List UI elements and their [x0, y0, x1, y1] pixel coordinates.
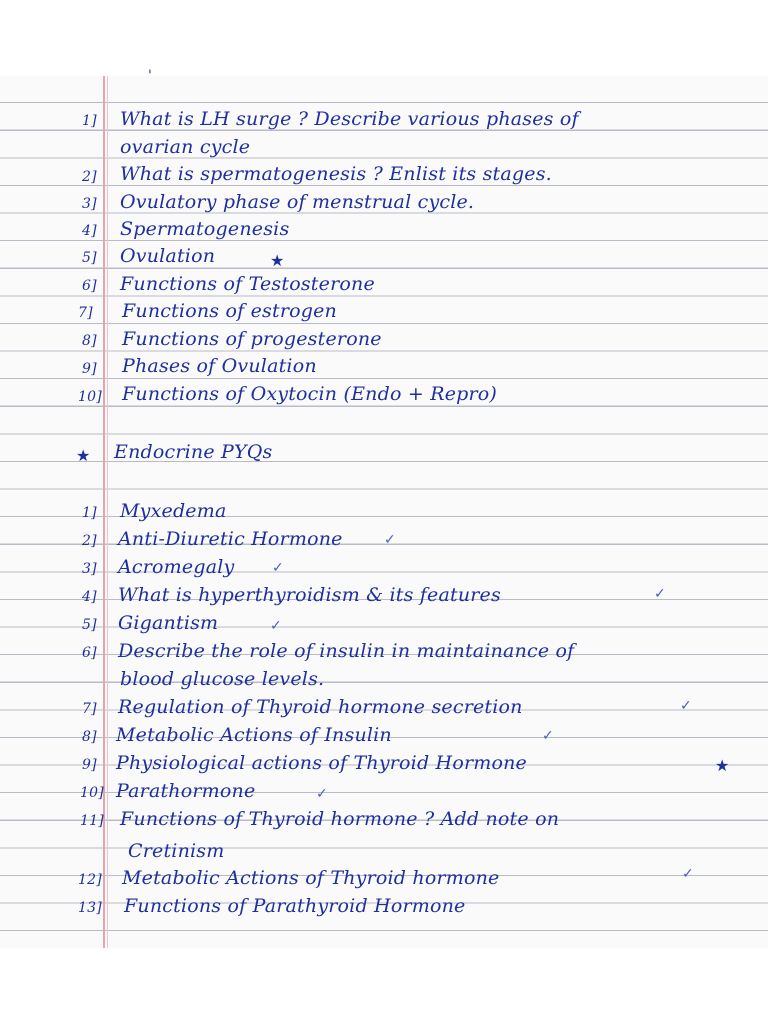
endo-item: Physiological actions of Thyroid Hormone: [116, 752, 527, 774]
repro-item: Functions of Testosterone: [120, 273, 375, 295]
section-heading: Endocrine PYQs: [114, 441, 273, 463]
repro-item: Ovulation: [120, 245, 216, 267]
repro-item: Functions of estrogen: [122, 300, 337, 322]
endo-item: Functions of Parathyroid Hormone: [124, 895, 466, 917]
check-mark: ✓: [542, 728, 554, 744]
endo-item: Functions of Thyroid hormone ? Add note on: [120, 808, 560, 830]
check-mark: ✓: [654, 586, 666, 602]
repro-number: 4]: [82, 223, 97, 239]
repro-number: 6]: [82, 278, 97, 294]
endo-number: 4]: [82, 589, 97, 605]
endo-number: 2]: [82, 533, 97, 549]
margin-line-inner: [107, 76, 108, 948]
top-margin: [0, 0, 768, 76]
check-mark: ✓: [270, 618, 282, 634]
bottom-margin: [0, 948, 768, 1024]
repro-number: 2]: [82, 169, 97, 185]
star-mark: ★: [715, 756, 730, 775]
check-mark: ✓: [316, 786, 328, 802]
repro-number: 10]: [78, 389, 102, 405]
endo-item-continued: Cretinism: [128, 840, 225, 862]
repro-item: Spermatogenesis: [120, 218, 290, 240]
endo-number: 10]: [80, 785, 104, 801]
repro-number: 1]: [82, 113, 97, 129]
endo-item: Acromegaly: [118, 556, 235, 578]
endo-item: Anti-Diuretic Hormone: [118, 528, 343, 550]
repro-item: Phases of Ovulation: [122, 355, 317, 377]
repro-number: 7]: [78, 305, 93, 321]
endo-number: 11]: [80, 813, 104, 829]
repro-number: 9]: [82, 361, 97, 377]
repro-item: Functions of progesterone: [122, 328, 382, 350]
check-mark: ✓: [680, 698, 692, 714]
repro-number: 5]: [82, 250, 97, 266]
endo-item: Describe the role of insulin in maintainance of: [118, 640, 575, 662]
endo-number: 5]: [82, 617, 97, 633]
repro-item: What is spermatogenesis ? Enlist its stages.: [120, 163, 552, 185]
endo-item: Gigantism: [118, 612, 219, 634]
repro-item: Ovulatory phase of menstrual cycle.: [120, 191, 475, 213]
star-mark: ★: [76, 446, 91, 465]
endo-item: Parathormone: [116, 780, 256, 802]
endo-item: What is hyperthyroidism & its features: [118, 584, 501, 606]
endo-number: 7]: [82, 701, 97, 717]
repro-item: What is LH surge ? Describe various phases of: [120, 108, 579, 130]
endo-number: 9]: [82, 757, 97, 773]
check-mark: ✓: [384, 532, 396, 548]
endo-item-continued: blood glucose levels.: [120, 668, 325, 690]
endo-item: Metabolic Actions of Thyroid hormone: [122, 867, 500, 889]
repro-number: 3]: [82, 196, 97, 212]
endo-item: Metabolic Actions of Insulin: [116, 724, 392, 746]
endo-number: 3]: [82, 561, 97, 577]
repro-item: Functions of Oxytocin (Endo + Repro): [122, 383, 498, 405]
check-mark: ✓: [272, 560, 284, 576]
endo-item: Regulation of Thyroid hormone secretion: [118, 696, 523, 718]
endo-number: 1]: [82, 505, 97, 521]
endo-number: 8]: [82, 729, 97, 745]
check-mark: ✓: [682, 866, 694, 882]
endo-number: 12]: [78, 872, 102, 888]
repro-item-continued: ovarian cycle: [120, 136, 251, 158]
star-mark: ★: [270, 251, 285, 270]
endo-item: Myxedema: [120, 500, 227, 522]
endo-number: 13]: [78, 900, 102, 916]
repro-number: 8]: [82, 333, 97, 349]
endo-number: 6]: [82, 645, 97, 661]
stray-mark: ': [148, 68, 153, 84]
